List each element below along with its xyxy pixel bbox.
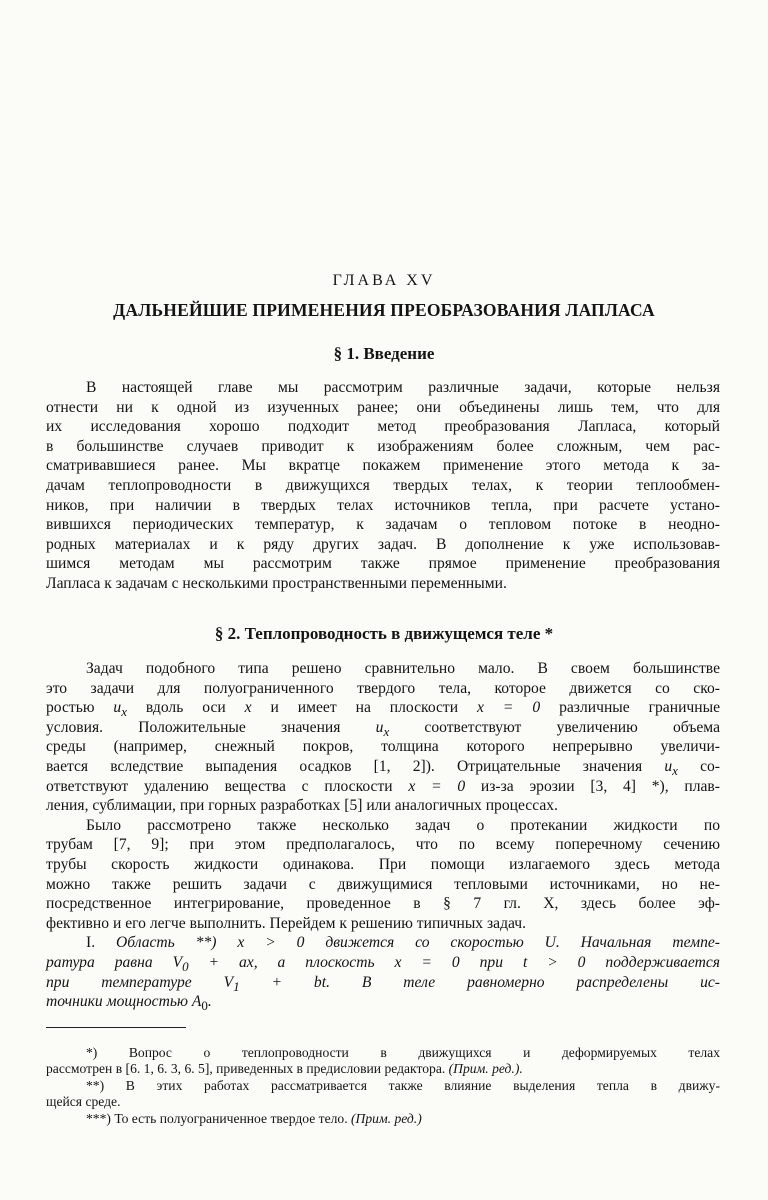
footnote-line: щейся среде. (46, 1094, 121, 1110)
text-line: посредственное интегрирование, проведенное в § 7 гл. X, здесь более эф- (46, 895, 720, 913)
footnotes (46, 1045, 720, 1127)
formula: x = 0 (477, 699, 541, 717)
text-line: Было рассмотрено также несколько задач о протекании жидкости по (86, 816, 720, 834)
text-line: трубам [7, 9]; при этом предполагалось, что по всему поперечному сечению (46, 836, 720, 854)
footnote-line: ***) То есть полуограниченное твердое тело. (Прим. ред.) (86, 1110, 422, 1126)
text-line: среды (например, снежный покров, толщина которого непрерывно увеличи- (46, 738, 720, 756)
text-line: можно также решить задачи с движущимися тепловыми источниками, но не- (46, 875, 720, 893)
footnote-line: *) Вопрос о теплопроводности в движущихся и деформируемых телах (86, 1045, 720, 1060)
text-line: родных материалах и к ряду других задач. В дополнение к уже использовав- (46, 535, 720, 553)
chapter-label: ГЛАВА XV (332, 272, 436, 289)
section-2-body (46, 659, 720, 1012)
text-line: шимся методам мы рассмотрим также прямое применение преобразования (46, 555, 720, 573)
text-line: ответствуют удалению вещества с плоскости x = 0 из-за эрозии [3, 4] *), плав- (46, 777, 720, 795)
text-line: фективно и его легче выполнить. Перейдем к решению типичных задач. (46, 914, 527, 932)
text-line: отнести ни к одной из изученных ранее; они объединены лишь тем, что для (46, 398, 720, 416)
section-2-heading: § 2. Теплопроводность в движущемся теле * (214, 624, 554, 643)
text-line: в большинстве случаев приводит к изображениям более сложным, чем рас- (46, 437, 720, 455)
text-line: ростью $u_x$ вдоль оси x и имеет на плоскости x = 0 различные граничные (46, 699, 721, 720)
text-line: Лапласа к задачам с несколькими пространственными переменными. (46, 574, 507, 592)
text-line: Задач подобного типа решено сравнительно мало. В своем большинстве (86, 660, 720, 677)
text-line: ников, при наличии в твердых телах источников тепла, при расчете устано- (46, 496, 720, 514)
problem-statement-line: при температуре $V_1$ + bt. В теле равномерно распределены ис- (46, 973, 720, 994)
section-1-heading: § 1. Введение (333, 344, 435, 363)
footnote-line: рассмотрен в [6. 1, 6. 3, 6. 5], приведенных в предисловии редактора. (Прим. ред.). (46, 1061, 523, 1077)
footnote-line: **) В этих работах рассматривается также влияние выделения тепла в движу- (86, 1077, 720, 1093)
problem-statement-line: точники мощностью $A_0$. (46, 993, 212, 1014)
var-u: u (113, 699, 122, 717)
section-1-paragraph (46, 378, 720, 594)
text-line: вившихся периодических температур, к задачам о тепловом потоке в неодно- (46, 516, 720, 534)
text-line: В настоящей главе мы рассмотрим различные задачи, которые нельзя (86, 379, 720, 396)
text-line: дачам теплопроводности в движущихся твердых телах, к теории теплообмен- (46, 476, 720, 494)
problem-statement-line: ратура равна $V_0$ + ax, а плоскость x = 0 при t > 0 поддерживается (46, 953, 721, 975)
text-line: трубы скорость жидкости одинакова. При помощи излагаемого здесь метода (46, 855, 720, 873)
problem-statement-line: I. Область **) x > 0 движется со скоростью U. Начальная темпе- (86, 934, 720, 952)
text-line: ления, сублимации, при горных разработках [5] или аналогичных процессах. (46, 797, 558, 815)
text-line: вается вследствие выпадения осадков [1, 2]). Отрицательные значения $u_x$ со- (46, 757, 720, 779)
chapter-title: ДАЛЬНЕЙШИЕ ПРИМЕНЕНИЯ ПРЕОБРАЗОВАНИЯ ЛАПЛАСА (113, 300, 655, 320)
text-line: их исследования хорошо подходит метод преобразования Лапласа, который (46, 418, 720, 436)
text-line: сматривавшиеся ранее. Мы вкратце покажем применение этого метода к за- (46, 457, 720, 475)
text-line: это задачи для полуограниченного твердого тела, которое движется со ско- (46, 679, 720, 697)
footnote-divider (46, 1027, 186, 1028)
text-line: условия. Положительные значения $u_x$ соответствуют увеличению объема (46, 718, 720, 739)
